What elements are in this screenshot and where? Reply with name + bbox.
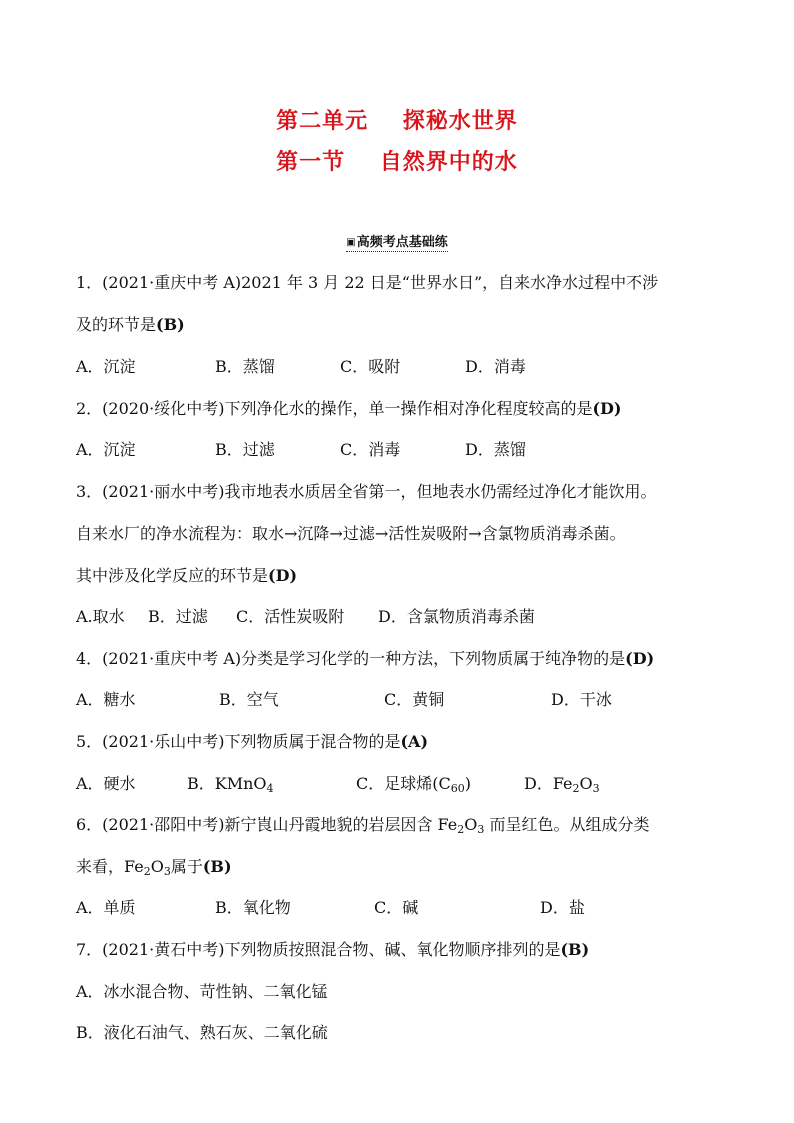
question-3-option-a: A.取水 [76, 607, 125, 626]
question-7-option-a: A．冰水混合物、苛性钠、二氧化锰 [76, 982, 328, 1001]
question-3-option-d: D．含氯物质消毒杀菌 [378, 607, 535, 626]
question-1-line-2: 及的环节是(B) [76, 315, 185, 334]
question-4-answer: (D) [625, 649, 655, 668]
question-3-line-2: 自来水厂的净水流程为：取水→沉降→过滤→活性炭吸附→含氯物质消毒杀菌。 [76, 524, 626, 543]
question-4-option-b: B．空气 [219, 690, 279, 709]
question-6-option-a: A．单质 [76, 898, 136, 917]
question-3-answer: (D) [268, 566, 298, 585]
question-6-option-d: D．盐 [540, 898, 585, 917]
section-label-text: 高频考点基础练 [356, 235, 448, 250]
question-2-option-a: A．沉淀 [76, 440, 136, 459]
question-5-option-c: C．足球烯$(C_{60})$ [356, 774, 471, 795]
question-7-answer: (B) [560, 940, 590, 959]
question-4-option-c: C．黄铜 [384, 690, 445, 709]
question-2-option-c: C．消毒 [340, 440, 401, 459]
question-6-option-b: B．氧化物 [215, 898, 291, 917]
question-2-answer: (D) [592, 399, 622, 418]
question-4-line-1: 4．(2021·重庆中考 A)分类是学习化学的一种方法，下列物质属于纯净物的是(D) [76, 649, 655, 668]
question-5-option-a: A．硬水 [76, 774, 136, 793]
question-6-line-2: 来看，$Fe_2O_3$属于(B) [76, 857, 232, 878]
question-4-option-d: D．干冰 [551, 690, 612, 709]
unit-title: 第二单元 探秘水世界 [276, 109, 518, 134]
section-label [0, 231, 794, 252]
question-1-option-a: A．沉淀 [76, 357, 136, 376]
question-6-line-1: 6．(2021·邵阳中考)新宁崀山丹霞地貌的岩层因含 $Fe_2O_3$ 而呈红色。从组成分类 [76, 815, 650, 836]
question-7-line-1: 7．(2021·黄石中考)下列物质按照混合物、碱、氧化物顺序排列的是(B) [76, 940, 590, 959]
question-6-option-c: C．碱 [374, 898, 419, 917]
question-3-line-1: 3．(2021·丽水中考)我市地表水质居全省第一，但地表水仍需经过净化才能饮用。 [76, 482, 657, 501]
question-3-line-3: 其中涉及化学反应的环节是(D) [76, 566, 298, 585]
question-5-option-d: D．$Fe_2O_3$ [524, 774, 600, 795]
question-1-option-c: C．吸附 [340, 357, 401, 376]
question-5-line-1: 5．(2021·乐山中考)下列物质属于混合物的是(A) [76, 732, 429, 751]
question-7-option-b: B．液化石油气、熟石灰、二氧化硫 [76, 1023, 328, 1042]
section-title: 第一节 自然界中的水 [276, 150, 518, 175]
question-5-option-b: B．KMnO$_4$ [187, 774, 274, 795]
question-3-option-b: B．过滤 [148, 607, 208, 626]
question-1-answer: (B) [156, 315, 185, 334]
question-5-answer: (A) [400, 732, 429, 751]
question-1-option-d: D．消毒 [465, 357, 526, 376]
question-6-answer: (B) [202, 857, 232, 876]
question-3-option-c: C．活性炭吸附 [236, 607, 345, 626]
question-1-option-b: B．蒸馏 [215, 357, 275, 376]
question-2-line-1: 2．(2020·绥化中考)下列净化水的操作，单一操作相对净化程度较高的是(D) [76, 399, 622, 418]
question-2-option-d: D．蒸馏 [465, 440, 526, 459]
question-4-option-a: A．糖水 [76, 690, 136, 709]
question-1-line-1: 1．(2021·重庆中考 A)2021 年 3 月 22 日是“世界水日”，自来水净水过程中不涉 [76, 273, 659, 292]
building-icon: ▣ [346, 237, 356, 248]
question-2-option-b: B．过滤 [215, 440, 275, 459]
